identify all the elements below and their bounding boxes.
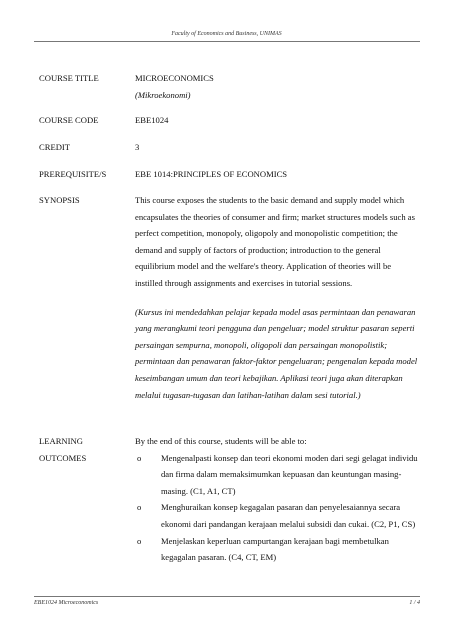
outcome-text: Menghuraikan konsep kegagalan pasaran dan penyelesaiannya secara ekonomi dari pandangan kerajaan melalui subsidi dan cukai. (C2, P1, CS) <box>161 502 416 529</box>
prerequisite-label: PREREQUISITE/S <box>39 169 107 179</box>
footer-page-number: 1 / 4 <box>409 600 420 606</box>
course-title-value: MICROECONOMICS <box>135 73 214 83</box>
credit-value: 3 <box>135 142 140 152</box>
learning-outcomes-label-line1: LEARNING <box>39 436 83 446</box>
synopsis-english: This course exposes the students to the basic demand and supply model which encapsulates the theories of consumer and firm; market structures models such as perfect competition, monopoly, oligopoly and monopolistic competition; the demand and supply of factors of production; introduction to the general equilibrium model and the welfare's theory. Application of theories will be instilled through assignments and exercises in tutorial sessions. <box>135 195 415 288</box>
outcome-text: Mengenalpasti konsep dan teori ekonomi moden dari segi gelagat individu dan firma dalam memaksimumkan kepuasan dan keuntungan masing-masing. (C1, A1, CT) <box>161 452 418 496</box>
course-title-malay: (Mikroekonomi) <box>135 89 191 100</box>
learning-outcomes-block <box>135 433 420 566</box>
synopsis-label: SYNOPSIS <box>39 195 80 205</box>
list-item <box>135 450 420 500</box>
credit-label: CREDIT <box>39 142 71 152</box>
bullet-marker: o <box>137 502 142 513</box>
list-item <box>135 533 420 566</box>
course-title-label: COURSE TITLE <box>39 73 99 83</box>
header-divider <box>34 41 420 42</box>
synopsis-block <box>135 192 420 403</box>
synopsis-malay: (Kursus ini mendedahkan pelajar kepada model asas permintaan dan penawaran yang merangkumi teori pengguna dan pengeluar; model struktur pasaran seperti persaingan sempurna, monopoli, oligopoli dan persaingan monopolistik; permintaan dan penawaran faktor-faktor pengeluaran; pengenalan kepada model keseimbangan umum dan teori kebajikan. Aplikasi teori juga akan diterapkan melalui tugasan-tugasan dan latihan-latihan dalam sesi tutorial.) <box>135 306 418 400</box>
course-title-value-block <box>135 70 420 103</box>
learning-outcomes-label-line2: OUTCOMES <box>39 452 87 463</box>
course-code-value: EBE1024 <box>135 115 169 125</box>
bullet-marker: o <box>137 535 142 546</box>
prerequisite-value: EBE 1014:PRINCIPLES OF ECONOMICS <box>135 169 288 179</box>
footer-divider <box>34 596 420 597</box>
learning-outcomes-list <box>135 450 420 566</box>
bullet-marker: o <box>137 452 142 463</box>
course-code-label: COURSE CODE <box>39 115 99 125</box>
learning-outcomes-intro: By the end of this course, students will be able to: <box>135 436 307 446</box>
list-item <box>135 499 420 532</box>
outcome-text: Menjelaskan keperluan campurtangan kerajaan bagi membetulkan kegagalan pasaran. (C4, CT, EM) <box>161 535 389 563</box>
footer-course-name: EBE1024 Microeconomics <box>34 600 99 606</box>
learning-outcomes-label <box>39 433 129 466</box>
page-header: Faculty of Economics and Business, UNIMAS <box>171 31 282 37</box>
